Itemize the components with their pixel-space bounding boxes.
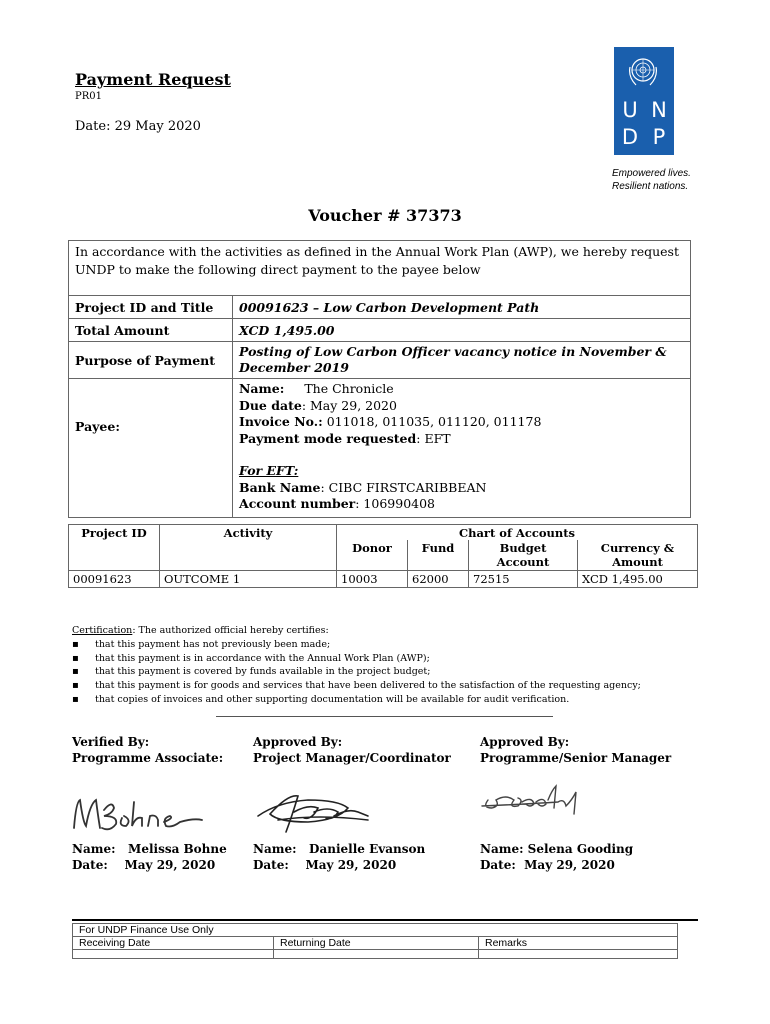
certification-list — [72, 638, 641, 707]
signatory-senior-role — [480, 734, 671, 766]
payee-details — [233, 379, 691, 518]
signatory-name: Name: Selena Gooding — [480, 842, 634, 856]
col-currency-amount: Currency & Amount — [578, 540, 698, 571]
signatory-date: Date: May 29, 2020 — [253, 858, 397, 872]
cell-donor: 10003 — [337, 571, 408, 588]
payee-name: The Chronicle — [304, 381, 394, 396]
col-activity: Activity — [160, 525, 337, 571]
chart-of-accounts-table — [68, 524, 698, 588]
payment-mode-line — [239, 431, 684, 448]
account-value: : 106990408 — [355, 496, 436, 511]
un-emblem-icon — [626, 55, 660, 89]
certification-item: ▪ that this payment has not previously been made; — [72, 638, 641, 652]
role-line: Programme Associate: — [72, 751, 224, 765]
signatory-pm-role — [253, 734, 451, 766]
purpose-label: Purpose of Payment — [69, 342, 233, 379]
invoice-label: Invoice No.: — [239, 414, 323, 429]
logo-letter-n: N — [651, 98, 667, 122]
col-donor: Donor — [337, 540, 408, 571]
bank-label: Bank Name — [239, 479, 321, 495]
certification-item: ▪ that this payment is for goods and services that have been delivered to the satisfaction of the requesting agency; — [72, 679, 641, 693]
signatory-verified-role — [72, 734, 223, 766]
finance-returning-date: Returning Date — [274, 937, 479, 950]
amount-value: XCD 1,495.00 — [233, 319, 691, 342]
signatory-date: Date: May 29, 2020 — [480, 858, 615, 872]
payment-mode-value: : EFT — [416, 430, 451, 446]
role-line: Programme/Senior Manager — [480, 751, 672, 765]
form-code: PR01 — [75, 91, 102, 102]
signature-evanson — [248, 786, 388, 838]
invoice-value: 011018, 011035, 011120, 011178 — [322, 414, 542, 429]
signature-gooding — [478, 780, 588, 820]
role-line: Approved By: — [480, 735, 570, 749]
finance-top-rule — [72, 919, 698, 921]
finance-remarks-value[interactable] — [479, 950, 678, 959]
finance-receiving-date-value[interactable] — [73, 950, 274, 959]
logo-letter-u: U — [622, 98, 638, 122]
document-title: Payment Request — [75, 70, 231, 89]
finance-use-table — [72, 923, 678, 959]
col-budget-account: Budget Account — [469, 540, 578, 571]
signatory-verified-details — [72, 841, 227, 873]
logo-letter-d: D — [621, 125, 639, 149]
cell-project-id: 00091623 — [69, 571, 160, 588]
certification-item: ▪ that this payment is covered by funds available in the project budget; — [72, 665, 641, 679]
logo-letter-p: P — [652, 125, 666, 149]
bank-value: : CIBC FIRSTCARIBBEAN — [320, 479, 487, 495]
role-line: Verified By: — [72, 735, 150, 749]
account-line — [239, 496, 684, 513]
cell-fund: 62000 — [408, 571, 469, 588]
request-date: Date: 29 May 2020 — [75, 119, 201, 134]
chart-of-accounts-title: Chart of Accounts — [337, 525, 698, 541]
voucher-number: Voucher # 37373 — [308, 206, 462, 225]
certification-block — [72, 624, 641, 707]
payment-mode-label: Payment mode requested — [239, 430, 417, 446]
tagline-line-1: Empowered lives. — [612, 168, 691, 179]
due-date-value: : May 29, 2020 — [301, 397, 397, 413]
invoice-line — [239, 414, 684, 431]
finance-receiving-date: Receiving Date — [73, 937, 274, 950]
signature-bohne — [70, 792, 210, 837]
bank-line — [239, 480, 684, 497]
signatory-date: Date: May 29, 2020 — [72, 858, 216, 872]
project-label: Project ID and Title — [69, 296, 233, 319]
certification-heading: Certification — [72, 625, 133, 636]
due-date-line — [239, 398, 684, 415]
payee-name-label: Name: — [239, 381, 285, 396]
due-date-label: Due date — [239, 397, 302, 413]
signatory-senior-details — [480, 841, 633, 873]
certification-item: ▪ that this payment is in accordance with the Annual Work Plan (AWP); — [72, 652, 641, 666]
finance-remarks: Remarks — [479, 937, 678, 950]
signatory-pm-details — [253, 841, 425, 873]
cell-currency-amount: XCD 1,495.00 — [578, 571, 698, 588]
eft-label: For EFT: — [239, 463, 299, 478]
project-value: 00091623 – Low Carbon Development Path — [233, 296, 691, 319]
cell-activity: OUTCOME 1 — [160, 571, 337, 588]
payment-request-table — [68, 240, 691, 518]
account-label: Account number — [239, 496, 356, 511]
request-intro: In accordance with the activities as defined in the Annual Work Plan (AWP), we hereby request UNDP to make the following direct payment to the payee below — [69, 241, 691, 296]
payee-name-line — [239, 381, 684, 398]
cell-budget-account: 72515 — [469, 571, 578, 588]
undp-logo — [614, 47, 674, 155]
certification-intro-text: : The authorized official hereby certifies: — [132, 625, 329, 636]
purpose-value: Posting of Low Carbon Officer vacancy notice in November & December 2019 — [233, 342, 691, 379]
col-project-id: Project ID — [69, 525, 160, 571]
role-line: Project Manager/Coordinator — [253, 751, 451, 765]
role-line: Approved By: — [253, 735, 343, 749]
finance-title: For UNDP Finance Use Only — [73, 924, 678, 937]
signatory-name: Name: Melissa Bohne — [72, 842, 227, 856]
divider — [216, 716, 553, 717]
certification-intro — [72, 624, 641, 638]
logo-tagline — [612, 167, 691, 193]
tagline-line-2: Resilient nations. — [612, 181, 689, 192]
finance-returning-date-value[interactable] — [274, 950, 479, 959]
amount-label: Total Amount — [69, 319, 233, 342]
payee-label: Payee: — [69, 379, 233, 518]
signatory-name: Name: Danielle Evanson — [253, 842, 426, 856]
certification-item: ▪ that copies of invoices and other supporting documentation will be available for audit verification. — [72, 693, 641, 707]
col-fund: Fund — [408, 540, 469, 571]
